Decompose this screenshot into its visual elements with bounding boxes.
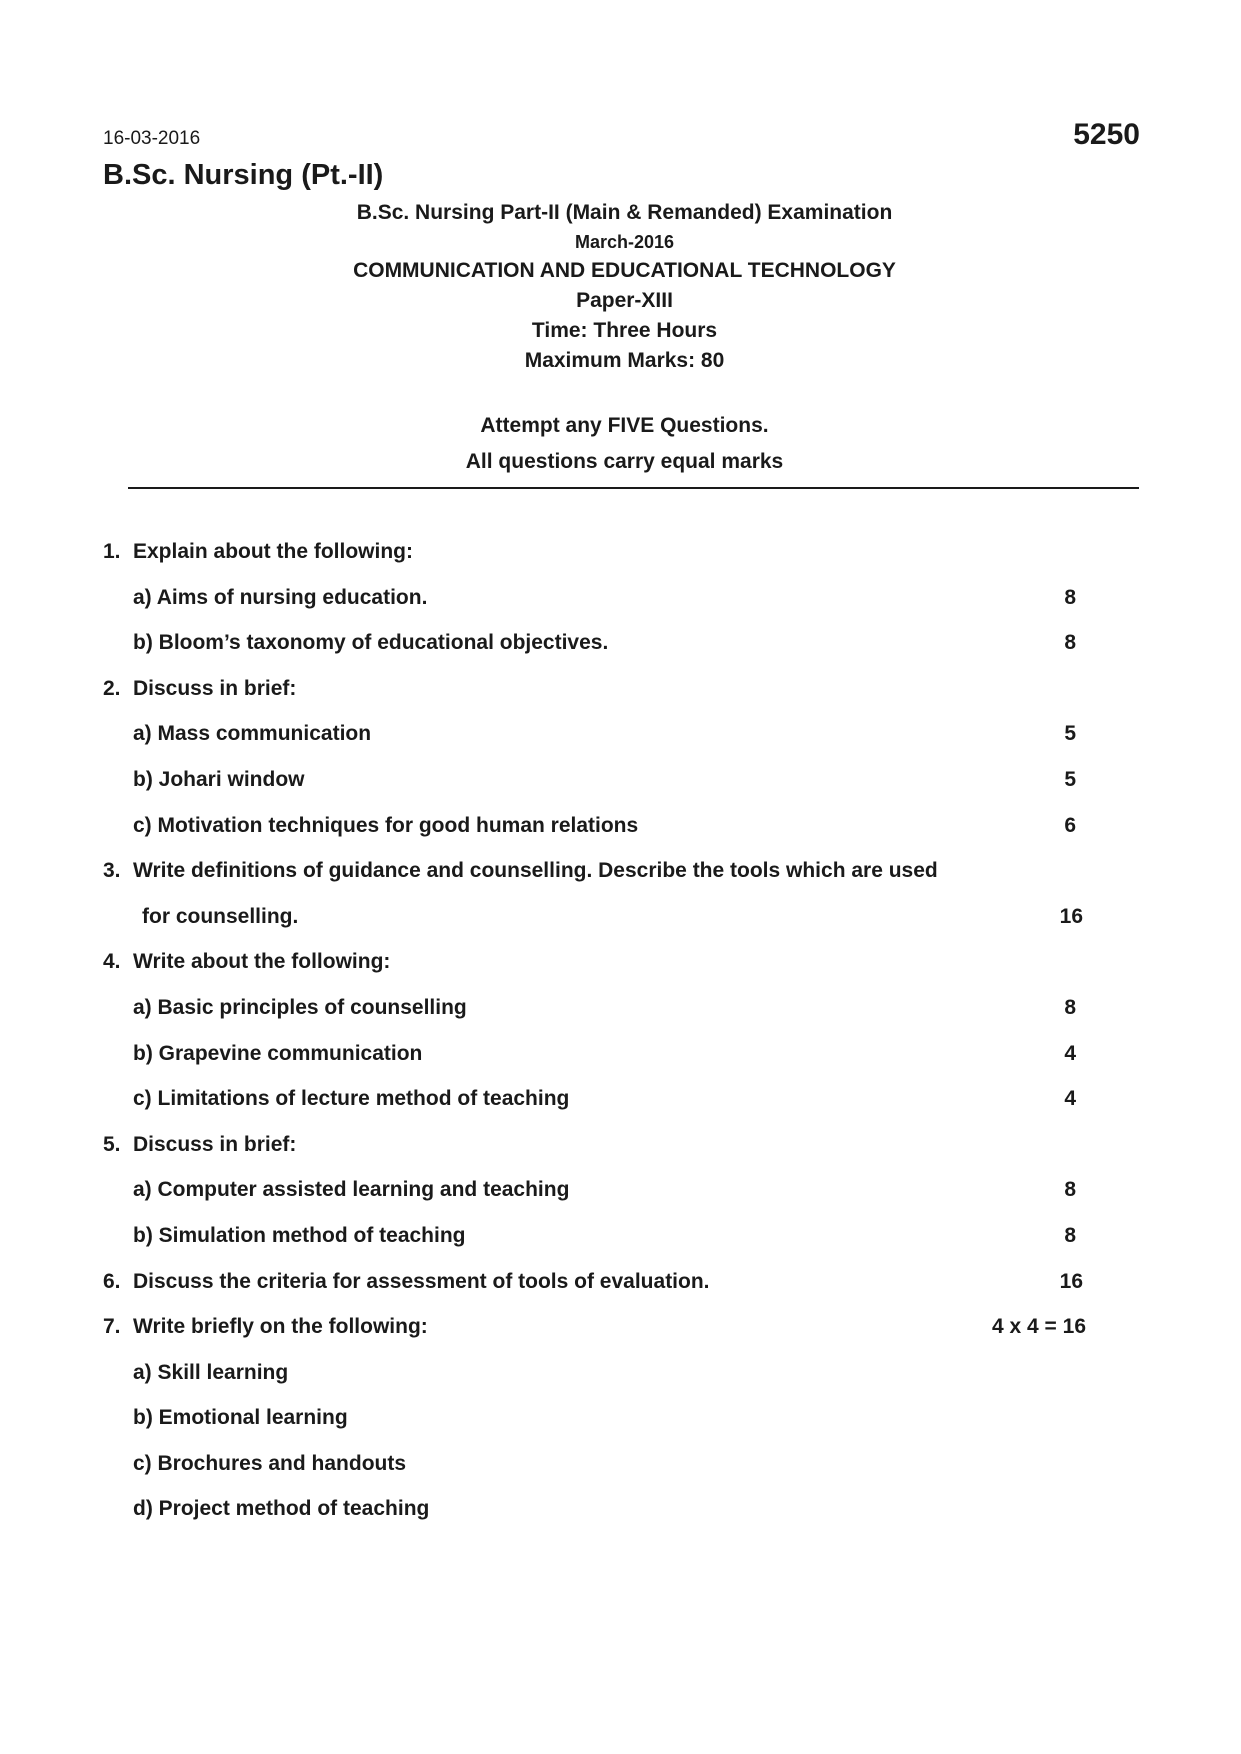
question-marks: 5	[1064, 722, 1076, 746]
question-text: for counselling.	[142, 904, 299, 928]
question-number: 7.	[103, 1315, 121, 1339]
question-row	[103, 902, 1103, 948]
question-row	[103, 1130, 1103, 1176]
question-text: a) Skill learning	[133, 1360, 289, 1384]
question-marks: 16	[1059, 904, 1083, 928]
question-text: a) Aims of nursing education.	[133, 585, 428, 609]
question-number: 1.	[103, 540, 121, 563]
exam-header	[4, 198, 1241, 376]
maximum-marks: Maximum Marks: 80	[524, 349, 725, 372]
question-row	[103, 674, 1103, 720]
question-text: Discuss in brief:	[133, 1132, 297, 1156]
question-marks: 8	[1064, 585, 1076, 609]
subject-title: COMMUNICATION AND EDUCATIONAL TECHNOLOGY	[353, 259, 896, 282]
question-text: c) Motivation techniques for good human relations	[133, 813, 639, 837]
question-row	[103, 719, 1103, 765]
course-title: B.Sc. Nursing (Pt.-II)	[103, 159, 384, 191]
question-text: Explain about the following:	[133, 540, 413, 563]
question-text: Write briefly on the following:	[133, 1315, 428, 1339]
question-number: 3.	[103, 859, 121, 883]
question-marks: 8	[1064, 631, 1076, 655]
question-text: Write about the following:	[133, 950, 391, 974]
exam-name: B.Sc. Nursing Part-II (Main & Remanded) Examination	[356, 201, 893, 224]
question-row	[103, 1221, 1103, 1267]
question-text: a) Mass communication	[133, 722, 372, 746]
question-list	[103, 537, 1103, 1540]
question-row	[103, 1449, 1103, 1495]
question-marks: 4	[1064, 1041, 1076, 1065]
question-row	[103, 1403, 1103, 1449]
question-text: a) Basic principles of counselling	[133, 995, 467, 1019]
question-text: b) Emotional learning	[133, 1406, 348, 1430]
question-row	[103, 1267, 1103, 1313]
exam-month: March-2016	[574, 232, 675, 252]
question-text: c) Brochures and handouts	[133, 1451, 407, 1475]
exam-date: 16-03-2016	[103, 128, 201, 149]
question-marks: 8	[1064, 995, 1076, 1019]
question-number: 4.	[103, 950, 121, 974]
question-marks: 16	[1059, 1269, 1083, 1293]
header-divider	[128, 487, 1139, 489]
question-text: a) Computer assisted learning and teaching	[133, 1178, 570, 1202]
instruction-line-1: Attempt any FIVE Questions.	[480, 414, 769, 437]
question-row	[103, 537, 1103, 583]
question-row	[103, 1358, 1103, 1404]
question-row	[103, 1494, 1103, 1540]
paper-number: Paper-XIII	[576, 289, 673, 312]
exam-time: Time: Three Hours	[531, 319, 718, 342]
question-text: b) Bloom’s taxonomy of educational objectives.	[133, 631, 609, 655]
question-row	[103, 1084, 1103, 1130]
question-row	[103, 765, 1103, 811]
question-marks: 4 x 4 = 16	[992, 1315, 1086, 1339]
question-row	[103, 1312, 1103, 1358]
question-text: b) Grapevine communication	[133, 1041, 423, 1065]
question-number: 2.	[103, 676, 121, 700]
question-marks: 5	[1064, 767, 1076, 791]
question-row	[103, 811, 1103, 857]
question-text: b) Johari window	[133, 767, 305, 791]
question-text: Discuss in brief:	[133, 676, 297, 700]
question-marks: 6	[1064, 813, 1076, 837]
question-marks: 4	[1064, 1087, 1076, 1111]
question-row	[103, 1039, 1103, 1085]
question-marks: 8	[1064, 1223, 1076, 1247]
question-text: c) Limitations of lecture method of teaching	[133, 1087, 570, 1111]
question-text: Discuss the criteria for assessment of tools of evaluation.	[133, 1269, 710, 1293]
instruction-line-2: All questions carry equal marks	[465, 450, 784, 473]
question-row	[103, 628, 1103, 674]
question-row	[103, 856, 1103, 902]
instructions	[4, 408, 1241, 480]
question-marks: 8	[1064, 1178, 1076, 1202]
question-text: d) Project method of teaching	[133, 1497, 430, 1521]
question-row	[103, 1175, 1103, 1221]
question-text: Write definitions of guidance and counselling. Describe the tools which are used	[133, 859, 938, 883]
question-row	[103, 993, 1103, 1039]
question-number: 6.	[103, 1269, 121, 1293]
question-number: 5.	[103, 1132, 121, 1156]
paper-code: 5250	[1073, 118, 1140, 151]
question-text: b) Simulation method of teaching	[133, 1223, 466, 1247]
question-row	[103, 947, 1103, 993]
question-row	[103, 583, 1103, 629]
